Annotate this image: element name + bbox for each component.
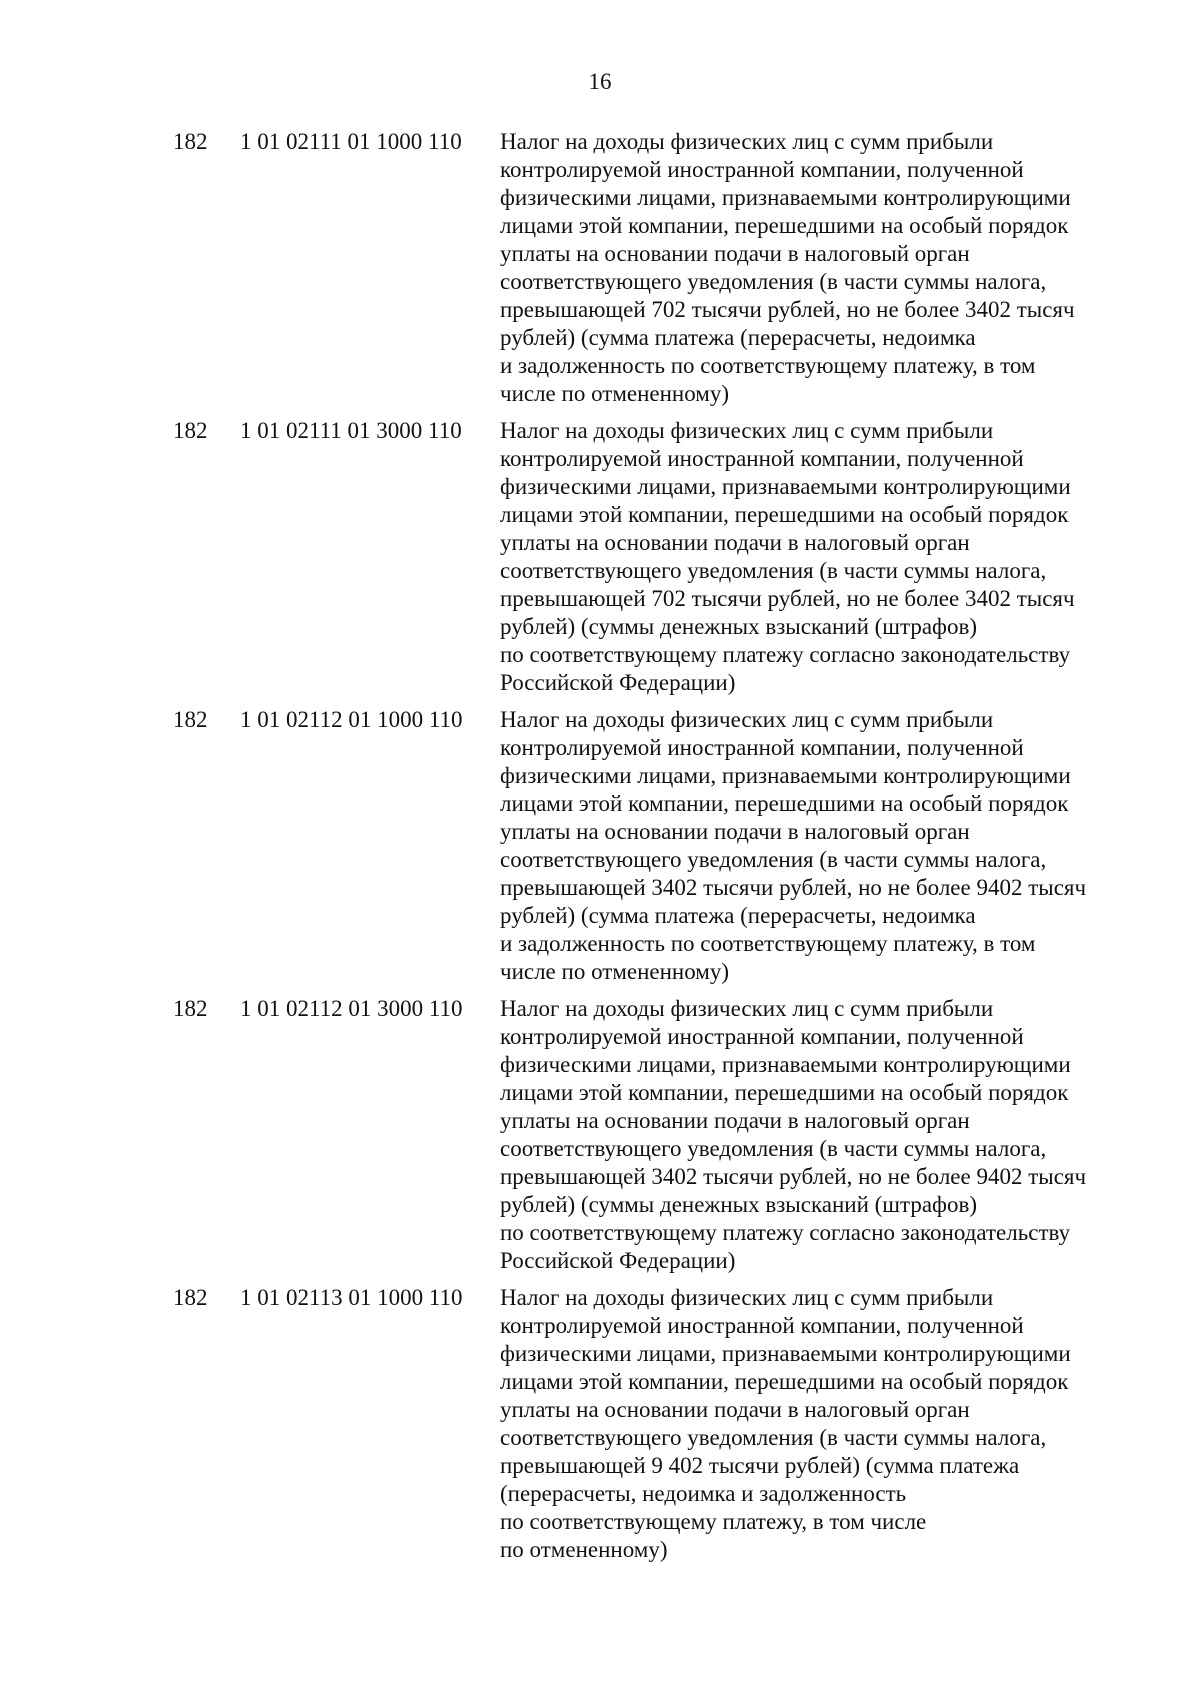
description-line: Российской Федерации) <box>500 1248 736 1273</box>
description-line: физическими лицами, признаваемыми контролирующими <box>500 1341 1071 1366</box>
description-line: по соответствующему платежу, в том числе <box>500 1509 927 1534</box>
description-line: рублей) (сумма платежа (перерасчеты, недоимка <box>500 903 976 928</box>
page-number: 16 <box>588 69 612 94</box>
description-line: уплаты на основании подачи в налоговый орган <box>500 241 970 266</box>
description-line: контролируемой иностранной компании, полученной <box>500 735 1024 760</box>
admin-code-cell: 182 <box>173 707 208 732</box>
kbk-code-cell: 1 01 02113 01 1000 110 <box>240 1285 463 1310</box>
description-line: превышающей 702 тысячи рублей, но не более 3402 тысяч <box>500 297 1075 322</box>
description-line: Налог на доходы физических лиц с сумм прибыли <box>500 418 994 443</box>
description-line: по соответствующему платежу согласно законодательству <box>500 1220 1071 1245</box>
description-line: рублей) (суммы денежных взысканий (штрафов) <box>500 614 977 639</box>
admin-code-cell: 182 <box>173 1285 208 1310</box>
description-cell <box>500 128 1140 408</box>
description-line: лицами этой компании, перешедшими на особый порядок <box>500 213 1069 238</box>
description-line: уплаты на основании подачи в налоговый орган <box>500 1108 970 1133</box>
description-line: превышающей 9 402 тысячи рублей) (сумма платежа <box>500 1453 1020 1478</box>
description-line: и задолженность по соответствующему платежу, в том <box>500 931 1036 956</box>
description-cell <box>500 417 1140 697</box>
description-line: Налог на доходы физических лиц с сумм прибыли <box>500 1285 994 1310</box>
description-line: Российской Федерации) <box>500 670 736 695</box>
description-line: лицами этой компании, перешедшими на особый порядок <box>500 1080 1069 1105</box>
table-row <box>0 128 1200 408</box>
description-line: числе по отмененному) <box>500 381 730 406</box>
description-line: и задолженность по соответствующему платежу, в том <box>500 353 1036 378</box>
description-line: (перерасчеты, недоимка и задолженность <box>500 1481 907 1506</box>
description-line: контролируемой иностранной компании, полученной <box>500 157 1024 182</box>
description-cell <box>500 1284 1140 1564</box>
description-line: Налог на доходы физических лиц с сумм прибыли <box>500 129 994 154</box>
description-line: лицами этой компании, перешедшими на особый порядок <box>500 502 1069 527</box>
table-row <box>0 417 1200 697</box>
description-line: Налог на доходы физических лиц с сумм прибыли <box>500 707 994 732</box>
description-cell <box>500 706 1140 986</box>
kbk-code-cell: 1 01 02112 01 3000 110 <box>240 996 463 1021</box>
description-line: уплаты на основании подачи в налоговый орган <box>500 530 970 555</box>
description-line: физическими лицами, признаваемыми контролирующими <box>500 474 1071 499</box>
admin-code-cell: 182 <box>173 129 208 154</box>
description-line: лицами этой компании, перешедшими на особый порядок <box>500 1369 1069 1394</box>
description-line: превышающей 3402 тысячи рублей, но не более 9402 тысяч <box>500 1164 1087 1189</box>
description-line: числе по отмененному) <box>500 959 730 984</box>
description-cell <box>500 995 1140 1275</box>
description-line: контролируемой иностранной компании, полученной <box>500 446 1024 471</box>
kbk-code-cell: 1 01 02111 01 1000 110 <box>240 129 462 154</box>
description-line: по отмененному) <box>500 1537 668 1562</box>
description-line: физическими лицами, признаваемыми контролирующими <box>500 185 1071 210</box>
description-line: Налог на доходы физических лиц с сумм прибыли <box>500 996 994 1021</box>
budget-code-table <box>0 128 1200 1573</box>
description-line: физическими лицами, признаваемыми контролирующими <box>500 763 1071 788</box>
description-line: контролируемой иностранной компании, полученной <box>500 1313 1024 1338</box>
table-row <box>0 1284 1200 1564</box>
description-line: рублей) (суммы денежных взысканий (штрафов) <box>500 1192 977 1217</box>
description-line: превышающей 3402 тысячи рублей, но не более 9402 тысяч <box>500 875 1087 900</box>
description-line: соответствующего уведомления (в части суммы налога, <box>500 1136 1047 1161</box>
table-row <box>0 706 1200 986</box>
description-line: рублей) (сумма платежа (перерасчеты, недоимка <box>500 325 976 350</box>
table-row <box>0 995 1200 1275</box>
description-line: превышающей 702 тысячи рублей, но не более 3402 тысяч <box>500 586 1075 611</box>
kbk-code-cell: 1 01 02111 01 3000 110 <box>240 418 462 443</box>
description-line: соответствующего уведомления (в части суммы налога, <box>500 847 1047 872</box>
description-line: физическими лицами, признаваемыми контролирующими <box>500 1052 1071 1077</box>
description-line: по соответствующему платежу согласно законодательству <box>500 642 1071 667</box>
description-line: соответствующего уведомления (в части суммы налога, <box>500 269 1047 294</box>
kbk-code-cell: 1 01 02112 01 1000 110 <box>240 707 463 732</box>
admin-code-cell: 182 <box>173 418 208 443</box>
description-line: лицами этой компании, перешедшими на особый порядок <box>500 791 1069 816</box>
admin-code-cell: 182 <box>173 996 208 1021</box>
description-line: уплаты на основании подачи в налоговый орган <box>500 819 970 844</box>
description-line: соответствующего уведомления (в части суммы налога, <box>500 1425 1047 1450</box>
description-line: уплаты на основании подачи в налоговый орган <box>500 1397 970 1422</box>
description-line: соответствующего уведомления (в части суммы налога, <box>500 558 1047 583</box>
description-line: контролируемой иностранной компании, полученной <box>500 1024 1024 1049</box>
